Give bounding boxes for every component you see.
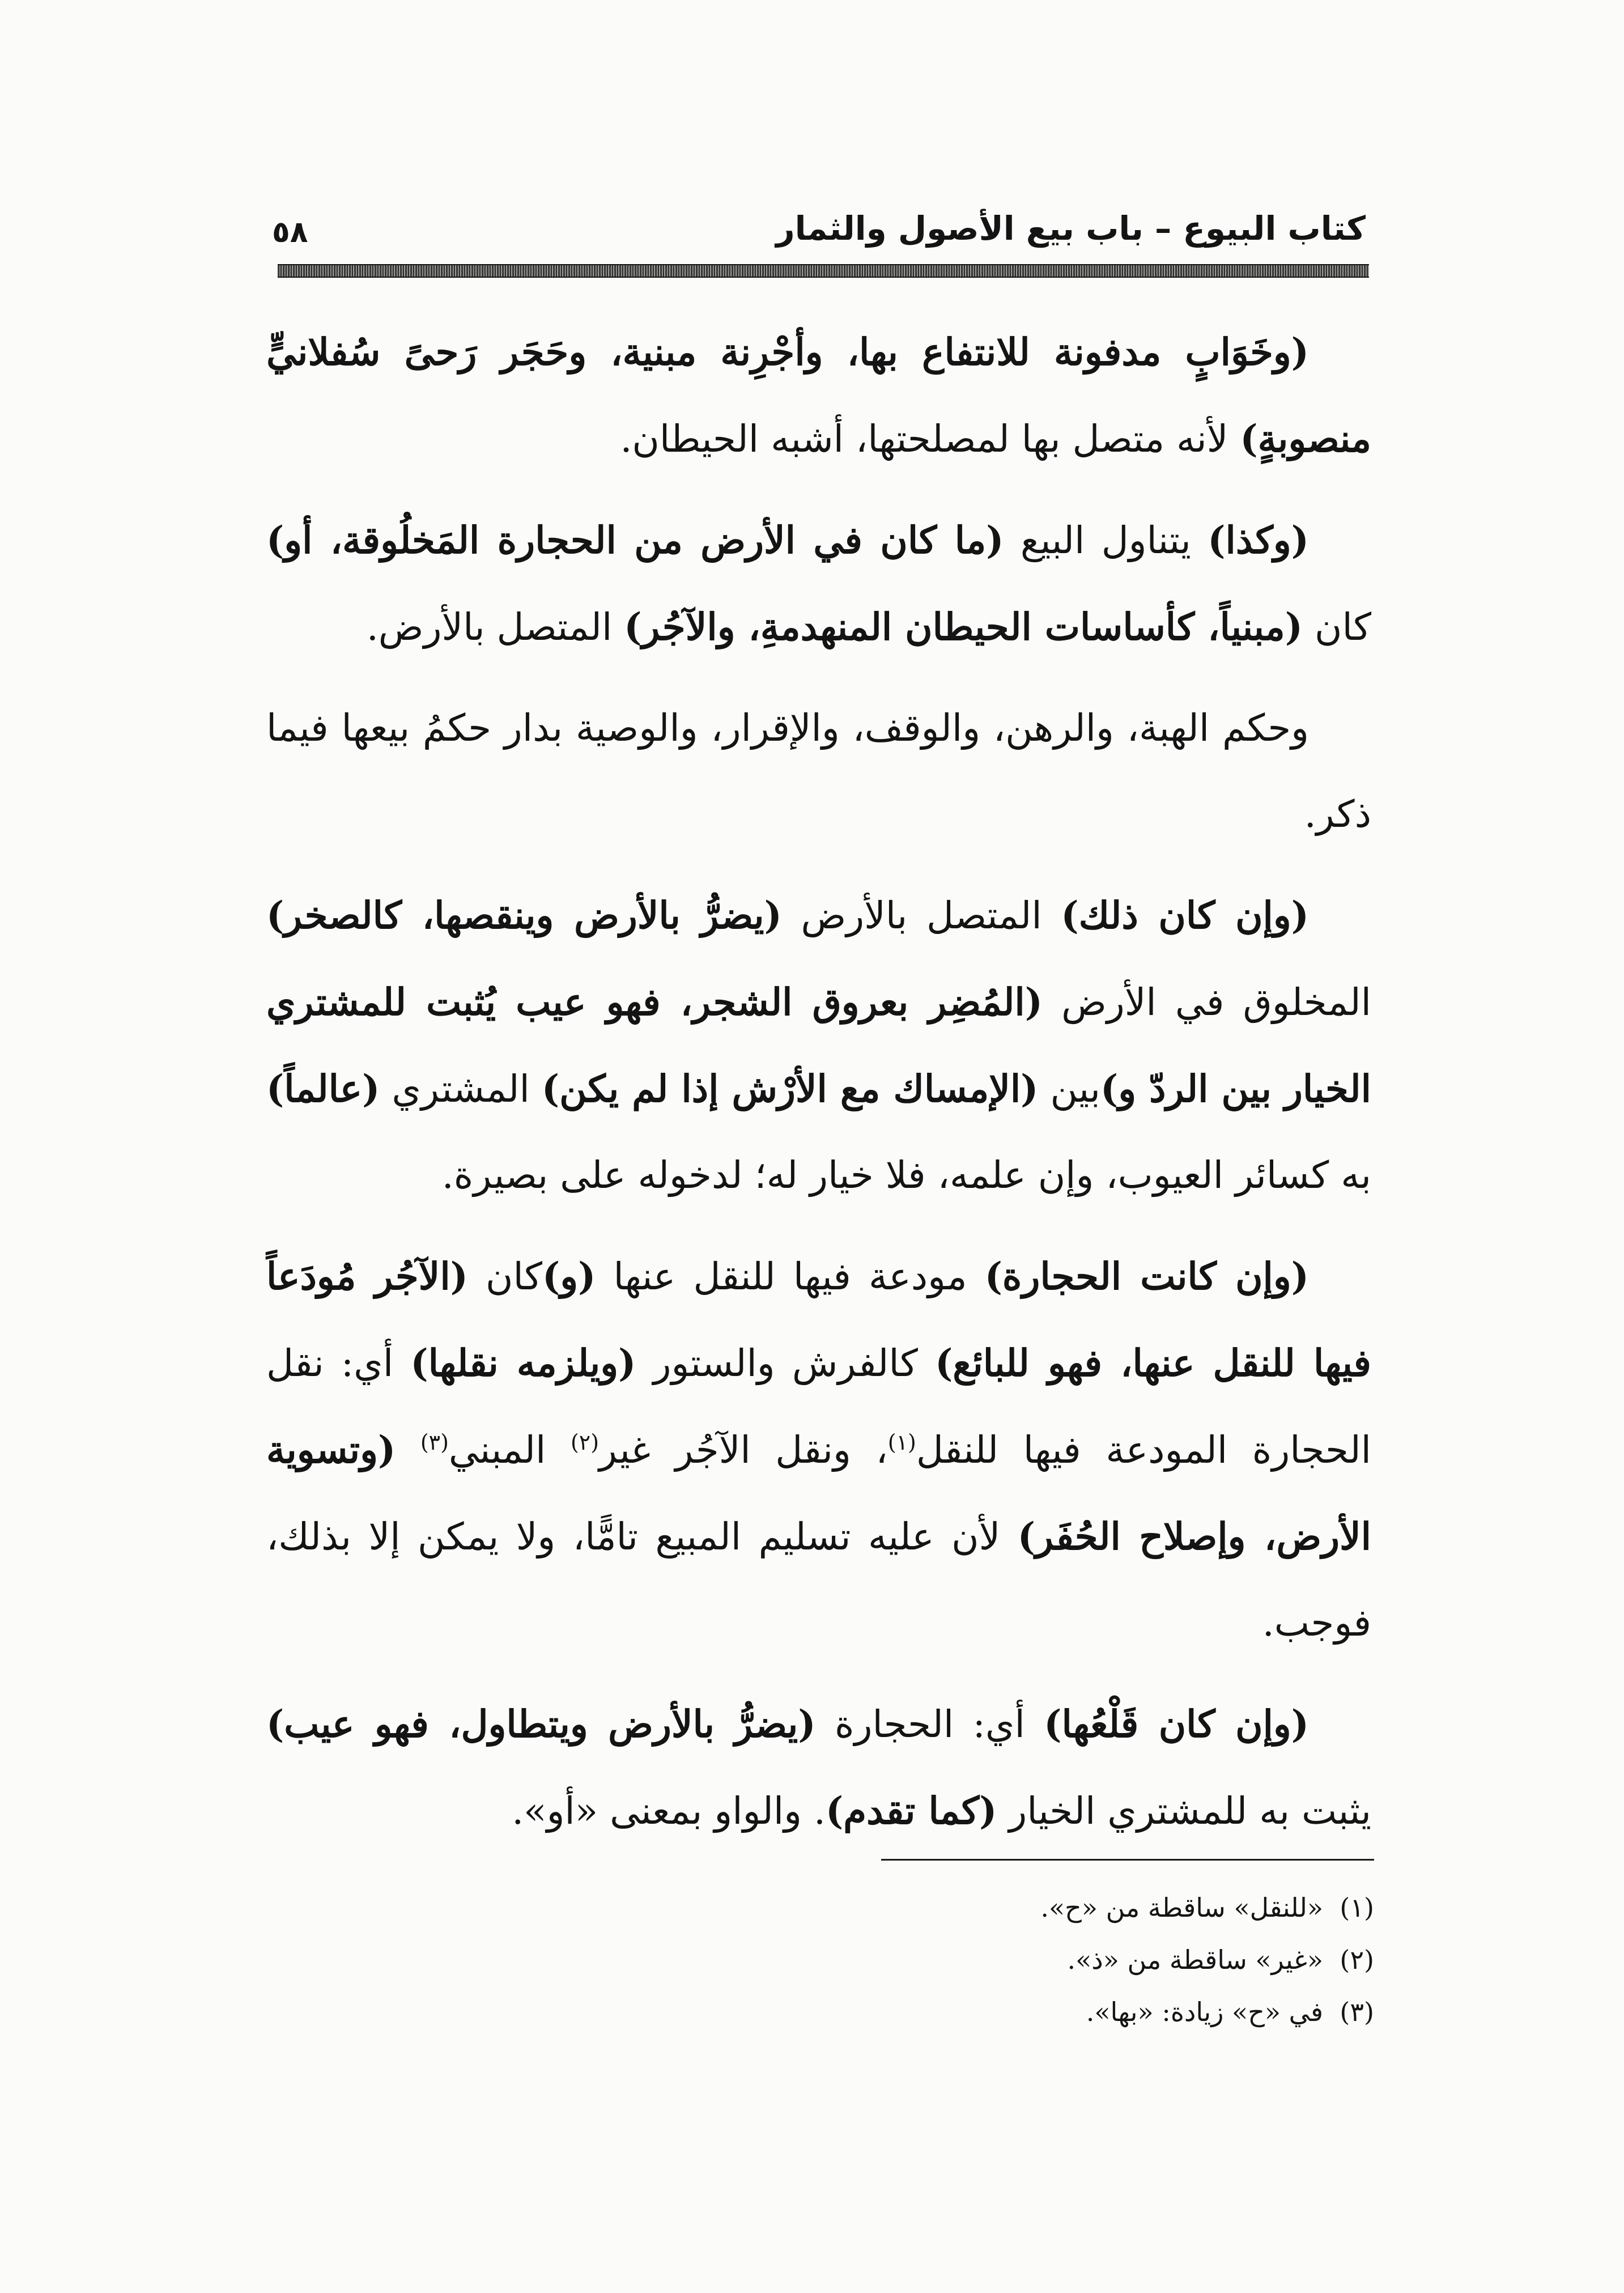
matn-text: (الإمساك مع الأرْش إذا لم يكن) (541, 1067, 1039, 1111)
footnote-text: «للنقل» ساقطة من «ح». (1040, 1892, 1323, 1923)
matn-text: (وتسوية الأرض، وإصلاح الحُفَر) (266, 1428, 1371, 1559)
sharh-text (396, 1428, 420, 1472)
footnote-divider (881, 1859, 1374, 1861)
matn-text: (وإن كانت الحجارة) (984, 1254, 1309, 1298)
paragraph (266, 1681, 1371, 1854)
footnotes (567, 1882, 1374, 2038)
header-divider (278, 264, 1369, 278)
sharh-text: المبني (448, 1428, 571, 1472)
page-number: ٥٨ (272, 215, 308, 249)
sharh-text: به كسائر العيوب، وإن علمه، فلا خيار له؛ لدخوله على بصيرة. (441, 1153, 1371, 1197)
matn-text: (وإن كان ذلك) (1061, 893, 1309, 937)
paragraph (266, 1233, 1371, 1666)
sharh-text: كالفرش والستور (636, 1341, 936, 1385)
sharh-text: لأنه متصل بها لمصلحتها، أشبه الحيطان. (620, 417, 1240, 461)
paragraph (266, 872, 1371, 1218)
sharh-text: ، ونقل الآجُر غير (599, 1428, 888, 1472)
matn-text: (يضرُّ بالأرض ويتطاول، فهو عيب) (266, 1702, 816, 1746)
sharh-text: أي: الحجارة (815, 1702, 1044, 1746)
sharh-text: وحكم الهبة، والرهن، والوقف، والإقرار، والوصية بدار حكمُ بيعها فيما ذكر. (266, 706, 1371, 836)
sharh-text: كان (467, 1255, 543, 1298)
matn-text: (و) (542, 1254, 596, 1298)
matn-text: (ويلزمه نقلها) (410, 1341, 636, 1385)
matn-text: (ما كان في الأرض من الحجارة المَخلُوقة، أو) (266, 518, 1004, 562)
footnote-number: (٣) (1340, 1997, 1374, 2027)
footnote-marker: (٣) (420, 1430, 449, 1455)
sharh-text: لأن عليه تسليم المبيع تامًّا، ولا يمكن إلا بذلك، فوجب. (266, 1515, 1371, 1645)
matn-text: (الآجُر مُودَعاً فيها للنقل عنها، فهو للبائع) (266, 1254, 1371, 1385)
sharh-text: . والواو بمعنى «أو». (512, 1789, 826, 1833)
sharh-text: بين (1038, 1067, 1101, 1111)
matn-text: (المُضِر بعروق الشجر، فهو عيب يُثبت للمشتري الخيار بين الردّ و) (266, 980, 1372, 1111)
footnote (567, 1882, 1374, 1934)
matn-text: (وخَوَابٍ مدفونة للانتفاع بها، وأجْرِنة مبنية، وحَجَر رَحىً سُفلانيٍّ منصوبةٍ) (266, 330, 1371, 461)
sharh-text: كان (1303, 605, 1371, 649)
paragraph (266, 309, 1371, 482)
paragraph (266, 685, 1371, 857)
sharh-text: أي: نقل الحجارة المودعة فيها للنقل (266, 1341, 1371, 1472)
sharh-text: يثبت به للمشتري الخيار (997, 1789, 1371, 1833)
footnote-number: (١) (1340, 1892, 1374, 1923)
sharh-text: المتصل بالأرض. (366, 605, 624, 649)
footnote (567, 1986, 1374, 2038)
footnote-marker: (١) (887, 1430, 916, 1455)
footnote-text: «غير» ساقطة من «ذ». (1067, 1944, 1323, 1975)
matn-text: (وكذا) (1208, 518, 1309, 562)
matn-text: (كما تقدم) (825, 1789, 997, 1833)
footnote-marker: (٢) (570, 1430, 600, 1455)
footnote-number: (٢) (1340, 1944, 1374, 1975)
running-header (272, 196, 1366, 258)
paragraph (266, 497, 1371, 670)
footnote (567, 1934, 1374, 1986)
sharh-text: المشتري (380, 1067, 542, 1111)
matn-text: (يضرُّ بالأرض وينقصها، كالصخر) (266, 893, 782, 937)
sharh-text: مودعة فيها للنقل عنها (596, 1255, 985, 1298)
matn-text: (عالماً) (266, 1067, 380, 1111)
sharh-text: يتناول البيع (1004, 519, 1208, 562)
sharh-text: المتصل بالأرض (781, 894, 1061, 937)
sharh-text: المخلوق في الأرض (1042, 980, 1371, 1024)
matn-text: (مبنياً، كأساسات الحيطان المنهدمةِ، والآجُر) (624, 605, 1303, 649)
chapter-title: كتاب البيوع – باب بيع الأصول والثمار (776, 209, 1366, 248)
footnote-text: في «ح» زيادة: «بها». (1086, 1997, 1323, 2027)
matn-text: (وإن كان قَلْعُها) (1044, 1702, 1310, 1746)
main-text (266, 309, 1371, 1869)
